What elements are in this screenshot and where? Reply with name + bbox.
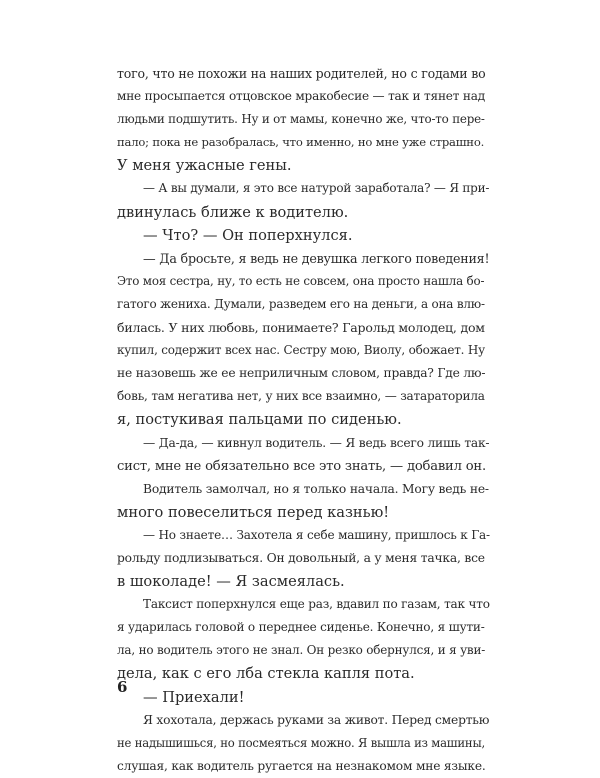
text-line: не назовешь же ее неприличным словом, правда? Где лю- bbox=[117, 366, 486, 381]
text-line: двинулась ближе к водителю. bbox=[117, 203, 349, 221]
text-line: много повеселиться перед казнью! bbox=[117, 503, 390, 521]
text-line: билась. У них любовь, понимаете? Гарольд молодец, дом bbox=[117, 320, 485, 336]
text-line: рольду подлизываться. Он довольный, а у меня тачка, все bbox=[117, 550, 485, 565]
text-line: слушая, как водитель ругается на незнакомом мне языке. bbox=[117, 758, 486, 773]
text-line: в шоколаде! — Я засмеялась. bbox=[117, 573, 345, 591]
text-line: я, постукивая пальцами по сиденью. bbox=[117, 411, 402, 429]
page-number: 6 bbox=[117, 678, 128, 696]
text-line: не надышишься, но посмеяться можно. Я вышла из машины, bbox=[117, 735, 486, 750]
text-line: Водитель замолчал, но я только начала. Могу ведь не- bbox=[143, 481, 489, 496]
text-line: Это моя сестра, ну, то есть не совсем, она просто нашла бо- bbox=[117, 273, 485, 288]
text-line: — А вы думали, я это все натурой заработала? — Я при- bbox=[143, 181, 490, 196]
text-line: — Что? — Он поперхнулся. bbox=[143, 226, 353, 244]
text-line: Таксист поперхнулся еще раз, вдавил по газам, так что bbox=[143, 597, 490, 612]
text-line: — Да-да, — кивнул водитель. — Я ведь всего лишь так- bbox=[143, 435, 490, 450]
body-text bbox=[117, 62, 490, 778]
text-line: сист, мне не обязательно все это знать, — добавил он. bbox=[117, 458, 486, 474]
text-line: гатого жениха. Думали, разведем его на деньги, а она влю- bbox=[117, 296, 485, 311]
text-line: Я хохотала, держась руками за живот. Перед смертью bbox=[143, 712, 490, 727]
text-line: — Но знаете… Захотела я себе машину, пришлось к Га- bbox=[143, 527, 490, 542]
text-line: дела, как с его лба стекла капля пота. bbox=[117, 665, 415, 683]
text-line: — Да бросьте, я ведь не девушка легкого поведения! bbox=[143, 250, 490, 266]
text-line: мне просыпается отцовское мракобесие — так и тянет над bbox=[117, 89, 485, 104]
text-line: пало; пока не разобралась, что именно, но мне уже страшно. bbox=[117, 135, 485, 150]
text-line: купил, содержит всех нас. Сестру мою, Виолу, обожает. Ну bbox=[117, 343, 485, 358]
text-line: У меня ужасные гены. bbox=[117, 157, 292, 175]
text-line: я ударилась головой о переднее сиденье. Конечно, я шути- bbox=[117, 620, 485, 635]
text-line: — Приехали! bbox=[143, 688, 245, 706]
text-line: ла, но водитель этого не знал. Он резко обернулся, и я уви- bbox=[117, 643, 486, 658]
text-line: бовь, там негатива нет, у них все взаимно, — затараторила bbox=[117, 389, 485, 404]
text-line: людьми подшутить. Ну и от мамы, конечно же, что-то пере- bbox=[117, 112, 485, 127]
text-line: того, что не похожи на наших родителей, но с годами во bbox=[117, 66, 486, 81]
